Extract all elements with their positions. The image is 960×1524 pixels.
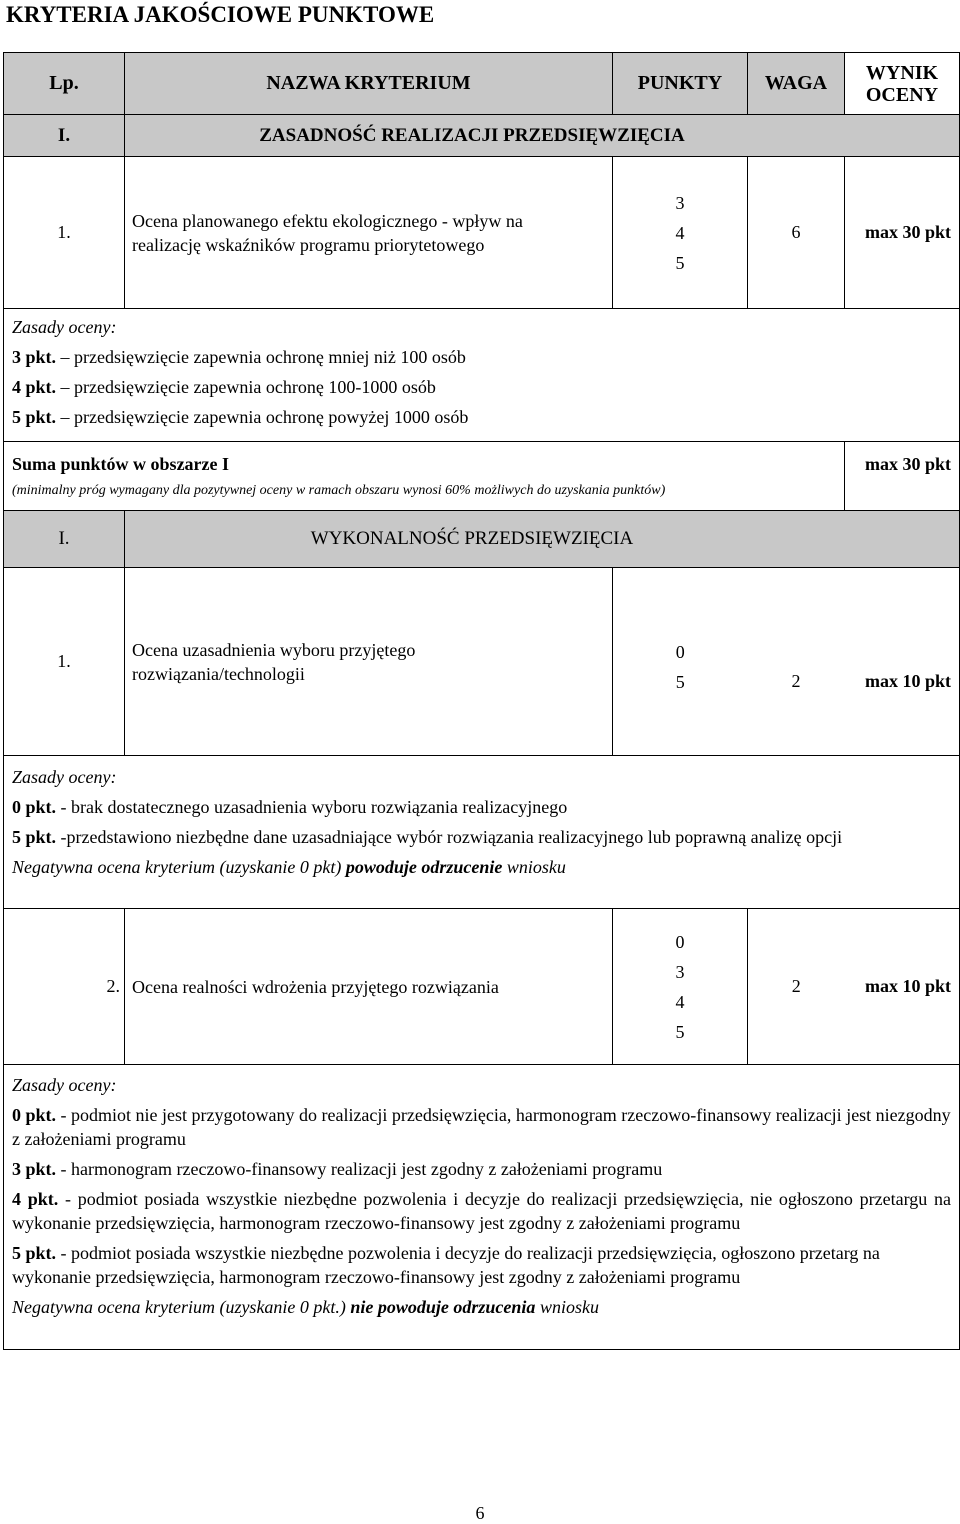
rule-points: 5 pkt. [12, 1243, 57, 1263]
header-lp: Lp. [4, 53, 125, 115]
points-value: 5 [675, 252, 685, 273]
criterion-max: max 30 pkt [845, 157, 960, 309]
negative-rating-note [12, 855, 951, 879]
points-value: 4 [675, 991, 685, 1012]
criterion-name-line: Ocena uzasadnienia wyboru przyjętego [132, 639, 416, 660]
points-value: 3 [675, 192, 685, 213]
criterion-max: max 10 pkt [845, 909, 960, 1065]
criterion-name [125, 568, 613, 756]
rule-line [12, 1187, 951, 1235]
rule-text: - podmiot posiada wszystkie niezbędne pozwolenia i decyzje do realizacji przedsięwzięcia, ogłoszono przetarg na wykonanie przedsięwzięcia, harmonogram rzeczowo-finansowy jest zgodny z założeniami programu [12, 1243, 880, 1287]
criterion-weight: 2 [791, 671, 801, 691]
rules-row [4, 309, 960, 442]
rule-text: - brak dostatecznego uzasadnienia wyboru rozwiązania realizacyjnego [56, 797, 568, 817]
rule-points: 3 pkt. [12, 1159, 57, 1179]
rule-line [12, 1241, 951, 1289]
sum-max: max 30 pkt [845, 442, 960, 511]
section-number: I. [4, 115, 125, 157]
points-value: 3 [675, 961, 685, 982]
rule-text: - podmiot posiada wszystkie niezbędne pozwolenia i decyzje do realizacji przedsięwzięcia, nie ogłoszono przetargu na wykonanie przedsięwzięcia, harmonogram rzeczowo-finansowy jest zgodny z założeniami programu [12, 1189, 951, 1233]
rules-label: Zasady oceny: [12, 317, 117, 337]
criterion-number: 1. [4, 568, 125, 756]
rule-text: - podmiot nie jest przygotowany do realizacji przedsięwzięcia, harmonogram rzeczowo-finansowy realizacji jest niezgodny z założeniami programu [12, 1105, 951, 1149]
negative-note-text: Negatywna ocena kryterium (uzyskanie 0 pkt.) [12, 1297, 351, 1317]
points-value: 5 [675, 671, 685, 692]
rule-line [12, 345, 951, 369]
rule-line [12, 405, 951, 429]
section-title: ZASADNOŚĆ REALIZACJI PRZEDSIĘWZIĘCIA [125, 115, 960, 157]
rule-text: - harmonogram rzeczowo-finansowy realizacji jest zgodny z założeniami programu [56, 1159, 663, 1179]
section-title: WYKONALNOŚĆ PRZEDSIĘWZIĘCIA [125, 511, 960, 568]
criterion-weight: 6 [748, 157, 845, 309]
points-value: 0 [675, 931, 685, 952]
section-row [4, 511, 960, 568]
rules-row [4, 756, 960, 909]
rule-points: 0 pkt. [12, 797, 57, 817]
rule-line [12, 825, 951, 849]
criterion-points [613, 909, 748, 1065]
header-result-line2: OCENY [865, 83, 939, 106]
rule-points: 5 pkt. [12, 407, 57, 427]
rules-label: Zasady oceny: [12, 1075, 117, 1095]
rules-label: Zasady oceny: [12, 767, 117, 787]
criterion-name: Ocena planowanego efektu ekologicznego - wpływ na realizację wskaźników programu priorytetowego [125, 157, 613, 309]
rule-line [12, 795, 951, 819]
rules-block [4, 309, 960, 442]
rules-block [4, 1065, 960, 1350]
rule-line [12, 1103, 951, 1151]
rule-text: – przedsięwzięcie zapewnia ochronę mniej niż 100 osób [56, 347, 466, 367]
header-points: PUNKTY [613, 53, 748, 115]
rule-text: -przedstawiono niezbędne dane uzasadniające wybór rozwiązania realizacyjnego lub poprawną analizę opcji [56, 827, 843, 847]
page-number: 6 [475, 1503, 485, 1523]
rules-row [4, 1065, 960, 1350]
criterion-points [613, 568, 748, 756]
rule-text: – przedsięwzięcie zapewnia ochronę powyżej 1000 osób [56, 407, 469, 427]
points-value: 4 [675, 222, 685, 243]
rule-line [12, 1157, 951, 1181]
sum-cell [4, 442, 845, 511]
rule-points: 5 pkt. [12, 827, 57, 847]
criterion-row [4, 157, 960, 309]
points-value: 0 [675, 641, 685, 662]
page-heading: KRYTERIA JAKOŚCIOWE PUNKTOWE [6, 2, 435, 27]
rules-block [4, 756, 960, 909]
criterion-points [613, 157, 748, 309]
rule-points: 3 pkt. [12, 347, 57, 367]
negative-rating-note [12, 1295, 951, 1319]
criterion-weight: 2 [748, 909, 845, 1065]
rule-points: 4 pkt. [12, 377, 57, 397]
header-name: NAZWA KRYTERIUM [125, 53, 613, 115]
sum-title: Suma punktów w obszarze I [12, 454, 230, 474]
header-weight: WAGA [748, 53, 845, 115]
criterion-max: max 10 pkt [845, 568, 960, 756]
table-header-row [4, 53, 960, 115]
rule-points: 0 pkt. [12, 1105, 57, 1125]
sum-note: (minimalny próg wymagany dla pozytywnej oceny w ramach obszaru wynosi 60% możliwych do uzyskania punktów) [12, 483, 666, 498]
criterion-row [4, 568, 960, 756]
sum-row [4, 442, 960, 511]
section-number: I. [4, 511, 125, 568]
section-row [4, 115, 960, 157]
negative-note-text: Negatywna ocena kryterium (uzyskanie 0 pkt) [12, 857, 346, 877]
negative-note-text: wniosku [535, 1297, 599, 1317]
criterion-number: 2. [4, 909, 125, 1065]
criterion-name: Ocena realności wdrożenia przyjętego rozwiązania [125, 909, 613, 1065]
rule-text: – przedsięwzięcie zapewnia ochronę 100-1000 osób [56, 377, 436, 397]
negative-note-emphasis: powoduje odrzucenie [345, 857, 503, 877]
rule-points: 4 pkt. [12, 1189, 59, 1209]
criteria-table [3, 52, 960, 1350]
negative-note-emphasis: nie powoduje odrzucenia [350, 1297, 536, 1317]
criterion-name-line: rozwiązania/technologii [132, 663, 305, 684]
criterion-row [4, 909, 960, 1065]
rule-line [12, 375, 951, 399]
header-result [845, 53, 960, 115]
criterion-number: 1. [4, 157, 125, 309]
points-value: 5 [675, 1021, 685, 1042]
negative-note-text: wniosku [502, 857, 566, 877]
header-result-line1: WYNIK [865, 61, 939, 84]
